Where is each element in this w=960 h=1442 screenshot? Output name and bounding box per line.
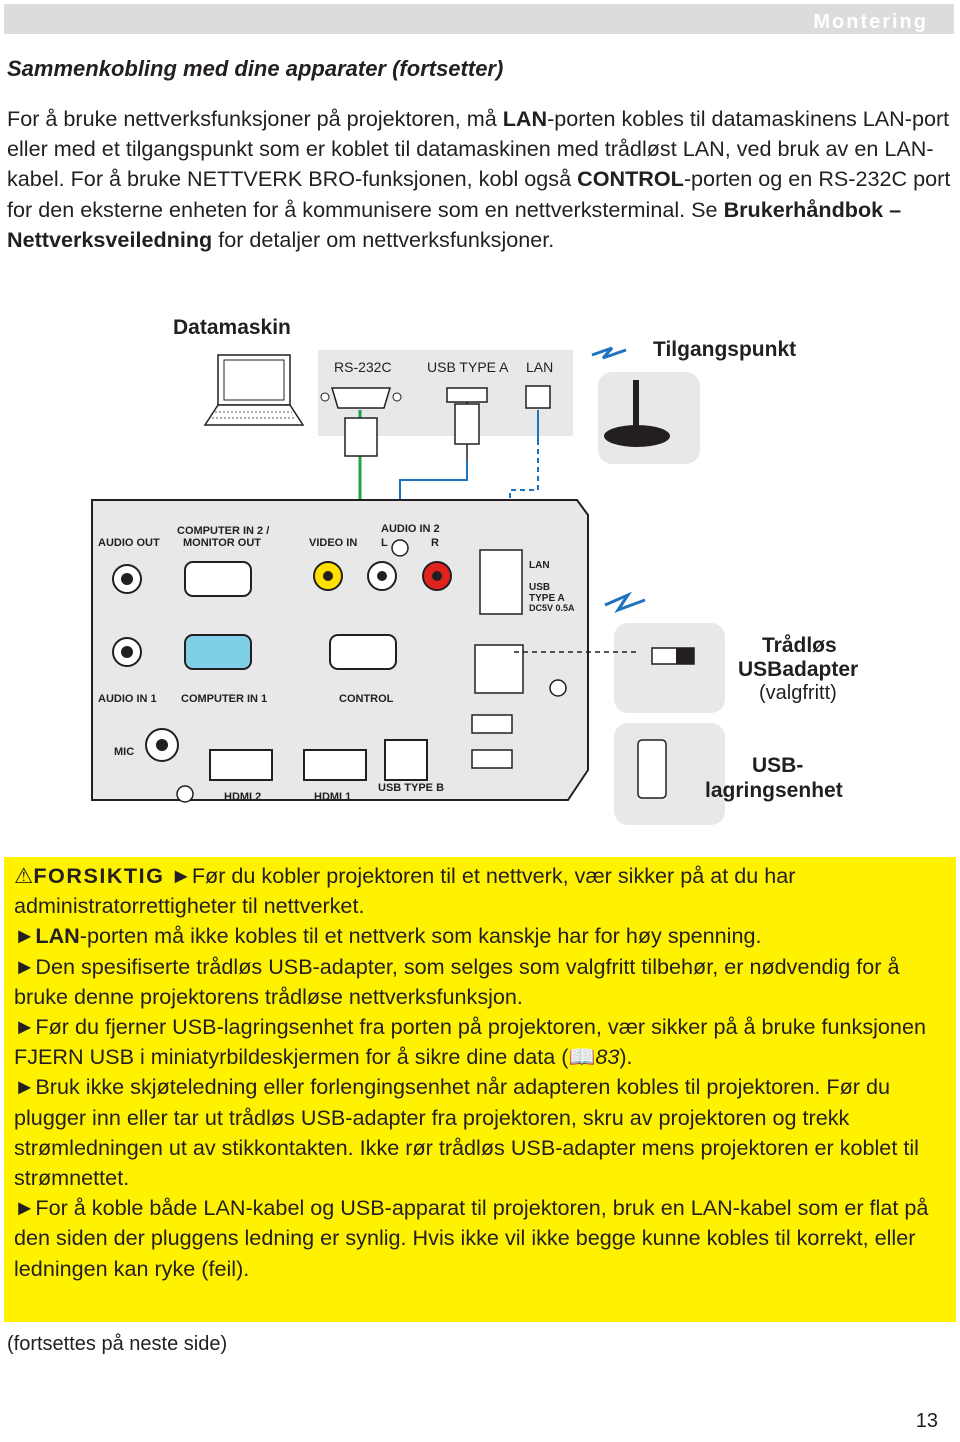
- wireless-adapter-bg: [614, 623, 725, 713]
- caution-item-4: Før du fjerner USB-lagringsenhet fra porten på projektoren, vær sikker på å bruke funksjonen FJERN USB i miniatyrbildeskjermen for å sikre dine data (: [14, 1014, 926, 1070]
- caution-heading: FORSIKTIG: [33, 863, 165, 888]
- lan-emphasis: LAN: [502, 106, 548, 131]
- usb-a-plug: [455, 404, 479, 444]
- panel-computer-in2-l2: MONITOR OUT: [183, 537, 262, 549]
- usb-storage-l1: USB-: [752, 754, 804, 777]
- caution-item-1: Før du kobler projektoren til et nettverk, vær sikker på at du har administratorrettigheter til nettverket.: [14, 863, 796, 919]
- usb-a-port-icon: [447, 388, 487, 402]
- panel-computer-in1: COMPUTER IN 1: [181, 693, 268, 705]
- arrow-icon: ►: [170, 863, 192, 888]
- panel-usb-type-b: USB TYPE B: [378, 782, 445, 794]
- arrow-icon: ►: [14, 923, 36, 949]
- panel-lan: LAN: [529, 560, 550, 571]
- port-rs232c-label: RS-232C: [334, 359, 392, 375]
- panel-usb-a-l1: USB: [529, 582, 551, 593]
- rs232c-plug-top: [345, 418, 377, 456]
- panel-audio-out: AUDIO OUT: [98, 537, 160, 549]
- warning-icon: ⚠: [14, 863, 34, 888]
- access-point-bg: [598, 372, 700, 464]
- arrow-icon: ►: [14, 1074, 36, 1100]
- book-icon: 📖: [568, 1044, 596, 1070]
- port-usb-a-label: USB TYPE A: [427, 359, 509, 375]
- panel-usb-a-l2: TYPE A: [529, 593, 565, 604]
- panel-hdmi1: HDMI 1: [314, 791, 352, 803]
- panel-audio-r: R: [431, 537, 439, 549]
- panel-usb-rating: DC5V 0.5A: [529, 603, 575, 613]
- panel-mic: MIC: [114, 746, 135, 758]
- usb-storage-bg: [614, 723, 725, 825]
- panel-audio-in2: AUDIO IN 2: [381, 523, 440, 535]
- wireless-adapter-l2: USBadapter: [738, 658, 859, 681]
- lan-port-icon: [526, 386, 550, 408]
- control-port: [330, 635, 396, 669]
- connection-diagram: [0, 300, 960, 840]
- panel-audio-in1: AUDIO IN 1: [98, 693, 157, 705]
- page-reference: 83: [595, 1044, 620, 1070]
- page-title: Sammenkobling med dine apparater (fortsetter): [7, 56, 504, 81]
- arrow-icon: ►: [14, 1195, 36, 1221]
- computer-in2-port: [185, 562, 251, 596]
- caution-item-3: Den spesifiserte trådløs USB-adapter, som selges som valgfritt tilbehør, er nødvendig for å bruke denne projektorens trådløse nettverksfunksjon.: [14, 953, 900, 1009]
- manual-reference: Brukerhåndbok – Nettverksveiledning: [7, 196, 902, 252]
- panel-control: CONTROL: [339, 693, 394, 705]
- control-emphasis: CONTROL: [577, 166, 684, 192]
- continued-note: (fortsettes på neste side): [7, 1333, 228, 1355]
- usb-b-port: [385, 740, 427, 780]
- panel-computer-in2-l1: COMPUTER IN 2 /: [177, 525, 270, 537]
- panel-video-in: VIDEO IN: [309, 537, 358, 549]
- arrow-icon: ►: [14, 1014, 36, 1040]
- caution-item-6: For å koble både LAN-kabel og USB-apparat til projektoren, bruk en LAN-kabel som er flat på den siden der pluggens ledning er synlig. Hvis ikke vil ikke begge kunne kobles til korrekt, eller ledningen kan ryke (feil).: [14, 1195, 929, 1281]
- wireless-signal-icon: [592, 348, 626, 358]
- usb-storage-icon: [638, 740, 666, 798]
- wireless-signal-icon-2: [605, 595, 645, 610]
- intro-paragraph: For å bruke nettverksfunksjoner på projektoren, må LAN-porten kobles til datamaskinens LAN-port eller med et tilgangspunkt som er koblet til datamaskinen med trådløst LAN, ved bruk av en LAN-kabel. For å bruke NETTVERK BRO-funksjonen, kobl også CONTROL-porten og en RS-232C port for den eksterne enheten for å kommunisere som en nettverksterminal. Se Brukerhåndbok – Nettverksveiledning for detaljer om nettverksfunksjoner.: [7, 106, 951, 252]
- panel-hdmi2: HDMI 2: [224, 791, 262, 803]
- hdmi2-port: [210, 750, 272, 780]
- caution-box: [4, 857, 956, 1322]
- arrow-icon: ►: [14, 953, 36, 979]
- usb-storage-l2: lagringsenhet: [705, 779, 843, 802]
- wireless-adapter-l3: (valgfritt): [759, 682, 837, 704]
- wireless-adapter-l1: Trådløs: [762, 634, 837, 657]
- laptop-icon: [205, 355, 303, 425]
- access-point-label: Tilgangspunkt: [653, 338, 797, 361]
- caution-text: ⚠FORSIKTIG ►Før du kobler projektoren til et nettverk, vær sikker på at du har administratorrettigheter til nettverket. ►LAN-porten må ikke kobles til et nettverk som kanskje har for høy spenning. ►Den spesifiserte trådløs USB-adapter, som selges som valgfritt tilbehør, er nødvendig for å bruke denne projektorens trådløse nettverksfunksjon. ►Før du fjerner USB-lagringsenhet fra porten på projektoren, vær sikker på å bruke funksjonen FJERN USB i miniatyrbildeskjermen for å sikre dine data (📖83). ►Bruk ikke skjøteledning eller forlengingsenhet når adapteren kobles til projektoren. Før du plugger inn eller tar ut trådløs USB-adapter fra projektoren, skru av projektoren og trekk strømledningen ut av stikkontakten. Ikke rør trådløs USB-adapter mens projektoren er koblet til strømnettet. ►For å koble både LAN-kabel og USB-apparat til projektoren, bruk en LAN-kabel som er flat på den siden der pluggens ledning er synlig. Hvis ikke vil ikke begge kunne kobles til korrekt, eller ledningen kan ryke (feil).: [14, 863, 929, 1281]
- port-lan-label: LAN: [526, 359, 554, 375]
- computer-in1-port: [185, 635, 251, 669]
- computer-label: Datamaskin: [173, 316, 291, 339]
- section-label: Montering: [813, 11, 928, 33]
- panel-audio-l: L: [381, 537, 388, 549]
- header-bar: [4, 4, 954, 34]
- caution-item-2: -porten må ikke kobles til et nettverk som kanskje har for høy spenning.: [79, 923, 762, 949]
- caution-item-5: Bruk ikke skjøteledning eller forlengingsenhet når adapteren kobles til projektoren. Før du plugger inn eller tar ut trådløs USB-adapter fra projektoren, skru av projektoren og trekk strømledningen ut av stikkontakten. Ikke rør trådløs USB-adapter mens projektoren er koblet til strømnettet.: [14, 1074, 919, 1191]
- hdmi1-port: [304, 750, 366, 780]
- page-number: 13: [915, 1410, 938, 1432]
